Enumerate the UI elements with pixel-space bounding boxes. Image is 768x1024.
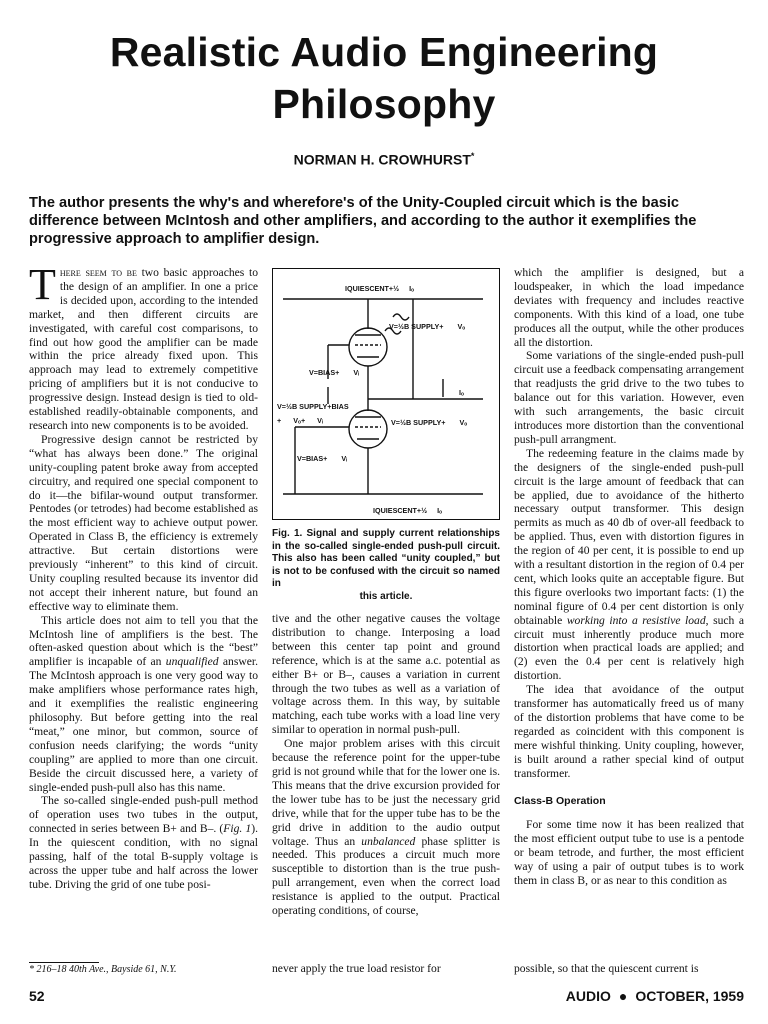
paragraph: Some variations of the single-ended push-pull circuit use a feedback compensating arrangement that readjusts the grid drive to the two tubes to balance out for this variation. However, even with such arrangements, the basic circuit introduces more distortion than the conventional push-pull arrangment. bbox=[514, 349, 744, 446]
caption-tail: this article. bbox=[359, 590, 413, 602]
paragraph-text: answer. The McIntosh approach is one very good way to make amplifiers whose performance rates high, and it exemplifies the realistic engineering philosophy. But before getting into the real “meat,” one minor, but common, source of confusion needs clarifying; the words “unity coupling” are applied to more than one circuit. Beside the circuit discussed here, a variety of single-ended push-pull also has this name. bbox=[29, 655, 258, 794]
emphasis: unqualified bbox=[165, 655, 219, 669]
upper-tube-symbol bbox=[349, 328, 387, 366]
paragraph bbox=[29, 794, 258, 891]
paragraph: tive and the other negative causes the voltage distribution to change. Interposing a load between this center tap point and ground reference, which is at the same a.c. potential as either B+ or B–, causes a variation in current through the two tubes as well as a variation of voltage across them. In this way, by suitable matching, each tube works with a load line very similar to operation in normal push-pull. bbox=[272, 612, 500, 737]
title-line-1: Realistic Audio Engineering bbox=[109, 29, 659, 75]
column-1 bbox=[29, 260, 258, 892]
emphasis: unbalanced bbox=[361, 834, 416, 848]
paragraph-text: , such a circuit must inherently produce much more distortion when practical loads are applied; and (2) even the 0.4 per cent is relatively high distortion. bbox=[514, 613, 745, 683]
running-footer bbox=[566, 988, 744, 1004]
paragraph bbox=[29, 260, 258, 433]
label-bias-lower: V=BIAS+ Vᵢ bbox=[297, 454, 348, 463]
page-number: 52 bbox=[29, 988, 45, 1004]
label-bias-upper: V=BIAS+ Vᵢ bbox=[309, 368, 360, 377]
article-title bbox=[0, 26, 768, 130]
paragraph bbox=[514, 447, 744, 683]
article-abstract: The author presents the why's and wherefore's of the Unity-Coupled circuit which is the basic difference between McIntosh and other amplifiers, and according to the author it exemplifies the progressive approach to amplifier design. bbox=[29, 195, 697, 247]
column-2-last-line: never apply the true load resistor for bbox=[272, 962, 441, 975]
paragraph bbox=[272, 737, 500, 918]
paragraph: Progressive design cannot be restricted by “what has always been done.” The original unity-coupling patent broke away from accepted circuitry, and required one special component to do it—the bifilar-wound output transformer. Pentodes (or tetrodes) had become established as the most efficient way to achieve output power. Operated in Class B, the efficiency is extremely attractive. But certain distortions were previously “inherent” to this kind of circuit. Unity coupling resulted because its inventor did not accept their inherent nature, but found an effective way to eliminate them. bbox=[29, 432, 258, 613]
paragraph-text: phase splitter is needed. This produces a circuit much more susceptible to distortion than is the true push-pull arrangement, even when the correct load resistance is applied to the output. Practical operating conditions, of course, bbox=[272, 834, 501, 918]
paragraph: For some time now it has been realized that the most efficient output tube to use is a pentode or beam tetrode, and further, the most efficient way of using a pair of output tubes is to work them in class B, or as near to this condition as bbox=[514, 818, 744, 888]
paragraph: The idea that avoidance of the output transformer has automatically freed us of many of the distortion problems that have come to be regarded as coincident with this component is mere wishful thinking. Unity coupling, however, is built around a rather special kind of output transformer. bbox=[514, 683, 744, 780]
lower-tube-symbol bbox=[349, 410, 387, 448]
paragraph-text: The redeeming feature in the claims made by the designers of the single-ended push-pull circuit is the large amount of feedback that can be applied, due to avoidance of the hitherto necessary output transformer. This design permits as much as 40 db of over-all feedback to be applied. Thus, even with distortion figures in the region of 40 per cent, it is possible to end up with a resultant distortion in the region of 0.4 per cent, which looks quite an acceptable figure. But this figure overlooks two important facts: (1) the nominal figure of 0.4 per cent distortion is only obtainable bbox=[514, 446, 744, 627]
footnote: * 216–18 40th Ave., Bayside 61, N.Y. bbox=[29, 964, 177, 975]
label-v-lower: V=½B SUPPLY+ Vₒ bbox=[391, 418, 468, 427]
author-footnote-mark: * bbox=[470, 151, 475, 161]
column-2 bbox=[272, 612, 500, 918]
caption-body: Fig. 1. Signal and supply current relationships in the so-called single-ended push-pull circuit. This also has been called “unity coupled,” but is not to be confused with the circuit so named in bbox=[272, 528, 500, 589]
paragraph-text: One major problem arises with this circuit because the reference point for the upper-tube grid is not ground while that for the lower one is. This means that the drive excursion provided for the lower tube has to be just the necessary grid drive, while that for the upper tube has to be the grid drive in addition to the audio output voltage. Thus an bbox=[272, 737, 500, 848]
author-name: NORMAN H. CROWHURST bbox=[293, 151, 471, 168]
issue-date: OCTOBER, 1959 bbox=[635, 988, 744, 1004]
lead-in: here seem to be bbox=[59, 266, 137, 279]
author-byline bbox=[0, 151, 768, 168]
label-top: IQUIESCENT+½ Iₒ bbox=[345, 284, 415, 293]
paragraph-text: The so-called single-ended push-pull method of operation uses two tubes in the output, connected in series between B+ and B–. ( bbox=[29, 794, 258, 836]
column-3-last-line: possible, so that the quiescent current is bbox=[514, 962, 699, 975]
bullet-icon: ● bbox=[618, 988, 628, 1004]
footnote-rule bbox=[29, 962, 99, 963]
magazine-name: AUDIO bbox=[565, 988, 611, 1004]
figure-caption bbox=[272, 528, 500, 603]
paragraph-text: ). In the quiescent condition, with no signal passing, half of the total B-supply voltage is across the upper tube and half across the lower tube. Driving the grid of one tube posi- bbox=[29, 822, 258, 891]
label-bottom: IQUIESCENT+½ Iₒ bbox=[373, 506, 443, 515]
title-line-2: Philosophy bbox=[272, 81, 496, 127]
label-v-left: V=½B SUPPLY+BIAS bbox=[277, 402, 349, 411]
figure-reference: Fig. 1 bbox=[223, 822, 252, 836]
emphasis: working into a resistive load bbox=[566, 613, 706, 627]
column-3 bbox=[514, 266, 744, 888]
circuit-diagram bbox=[273, 269, 498, 518]
label-io-mid: Iₒ bbox=[459, 388, 464, 397]
paragraph: which the amplifier is designed, but a loudspeaker, in which the load impedance deviates with frequency and includes reactive components. With this kind of a load, one tube produces all the output, while the other produces all the distortion. bbox=[514, 266, 744, 349]
paragraph-text: two basic approaches to the design of an amplifier. In one a price is decided upon, according to the intended market, and then different circuits are investigated, with careful cost comparisons, to find out how good the amplifier can be made within the price already fixed upon. This approach may lead to extremely competitive pricing of amplifiers but it is not conducive to progressive design. Instead design is tied to old-established readily-obtainable components, and research into new components is to be avoided. bbox=[29, 266, 258, 432]
paragraph bbox=[29, 614, 258, 795]
figure-1-circuit bbox=[272, 268, 500, 520]
label-v-upper: V=½B SUPPLY+ Vₒ bbox=[389, 322, 466, 331]
paragraph-text: This article does not aim to tell you that the McIntosh line of amplifiers is the best. The often-asked question about which is the “best” amplifier is incapable of an bbox=[29, 613, 258, 669]
label-v-left-2: + Vₒ+ Vᵢ bbox=[277, 416, 323, 425]
drop-cap: T bbox=[29, 260, 56, 309]
section-heading: Class-B Operation bbox=[514, 794, 606, 807]
